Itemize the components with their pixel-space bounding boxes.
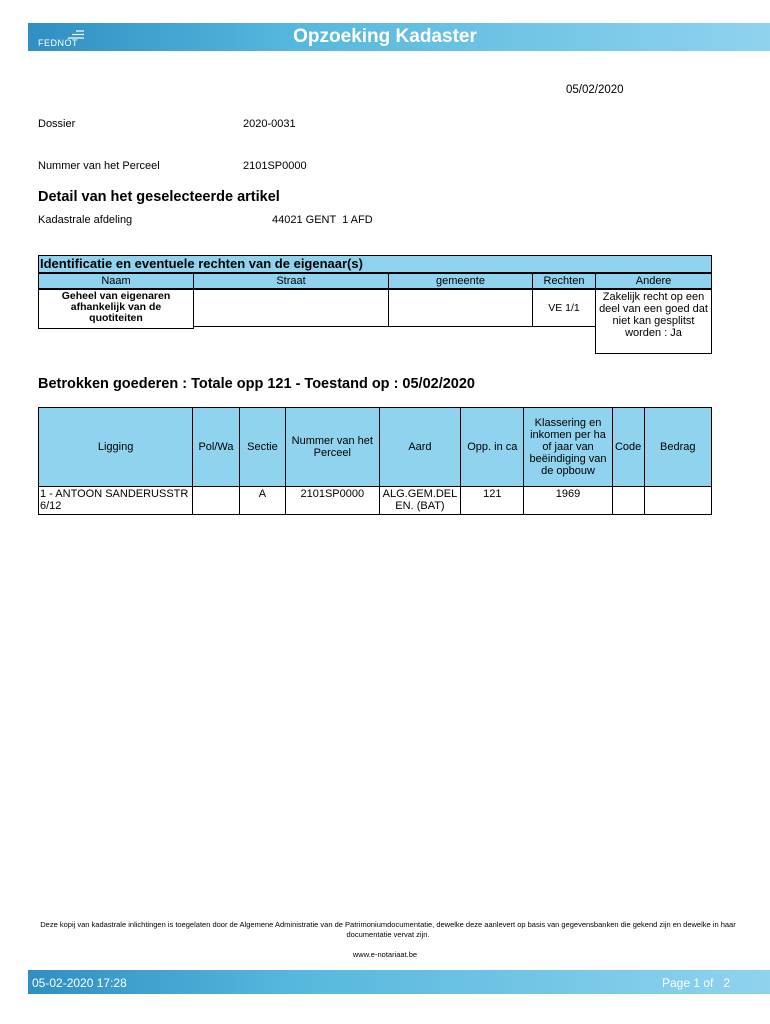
page-label: Page 1 of	[662, 976, 714, 990]
goods-col-opp: Opp. in ca	[461, 408, 524, 487]
dossier-label: Dossier	[38, 118, 76, 130]
footer-disclaimer: Deze kopij van kadastrale inlichtingen is toegelaten door de Algemene Administratie van de Patrimoniumdocumentatie, dewelke deze aanlevert op basis van gegevensbanken die gekend zijn en dewelke in haar documentatie vervat zijn.	[40, 920, 736, 939]
goods-bedrag-cell	[644, 487, 711, 515]
owners-table-heading: Identificatie en eventuele rechten van de eigenaar(s)	[38, 255, 712, 273]
goods-table	[38, 407, 712, 515]
goods-col-code: Code	[612, 408, 644, 487]
dossier-value: 2020-0031	[243, 118, 296, 130]
perceel-label: Nummer van het Perceel	[38, 160, 160, 172]
perceel-value: 2101SP0000	[243, 160, 307, 172]
owner-straat-cell	[193, 289, 389, 327]
goods-code-cell	[612, 487, 644, 515]
detail-heading: Detail van het geselecteerde artikel	[38, 189, 280, 205]
owners-col-andere: Andere	[595, 273, 712, 289]
logo-text: FEDNOT	[38, 38, 78, 48]
goods-col-sectie: Sectie	[239, 408, 285, 487]
goods-nummer-cell: 2101SP0000	[286, 487, 380, 515]
goods-opp-cell: 121	[461, 487, 524, 515]
goods-heading: Betrokken goederen : Totale opp 121 - Toestand op : 05/02/2020	[38, 376, 475, 392]
owners-table-header-row	[38, 273, 712, 289]
goods-col-nummer: Nummer van het Perceel	[286, 408, 380, 487]
goods-table-header-row	[39, 408, 712, 487]
footer-timestamp: 05-02-2020 17:28	[32, 976, 127, 990]
owners-table-row	[38, 289, 712, 355]
footer-website: www.e-notariaat.be	[352, 950, 418, 959]
goods-sectie-cell: A	[239, 487, 285, 515]
owners-col-rechten: Rechten	[532, 273, 596, 289]
owners-col-gemeente: gemeente	[388, 273, 533, 289]
goods-klassering-cell: 1969	[524, 487, 612, 515]
goods-ligging-cell: 1 - ANTOON SANDERUSSTR 6/12	[39, 487, 193, 515]
goods-col-aard: Aard	[379, 408, 461, 487]
kadastrale-afdeling-label: Kadastrale afdeling	[38, 214, 133, 226]
document-date: 05/02/2020	[566, 84, 624, 96]
goods-polwa-cell	[193, 487, 240, 515]
owners-col-straat: Straat	[193, 273, 389, 289]
page-indicator	[662, 976, 730, 990]
kadastrale-afdeling-value: 44021 GENT 1 AFD	[272, 214, 373, 226]
owner-rechten-cell: VE 1/1	[532, 289, 596, 327]
goods-col-klassering: Klassering en inkomen per ha of jaar van beëindiging van de opbouw	[524, 408, 612, 487]
owner-naam-cell: Geheel van eigenaren afhankelijk van de quotiteiten	[38, 289, 194, 329]
goods-col-ligging: Ligging	[39, 408, 193, 487]
footer-band	[28, 970, 770, 994]
goods-aard-cell: ALG.GEM.DEL EN. (BAT)	[379, 487, 461, 515]
owner-andere-cell: Zakelijk recht op een deel van een goed dat niet kan gesplitst worden : Ja	[595, 289, 712, 354]
owner-gemeente-cell	[388, 289, 533, 327]
page-total: 2	[723, 976, 731, 990]
page-title: Opzoeking Kadaster	[293, 26, 477, 47]
table-row	[39, 487, 712, 515]
goods-col-bedrag: Bedrag	[644, 408, 711, 487]
goods-col-polwa: Pol/Wa	[193, 408, 240, 487]
owners-col-naam: Naam	[38, 273, 194, 289]
